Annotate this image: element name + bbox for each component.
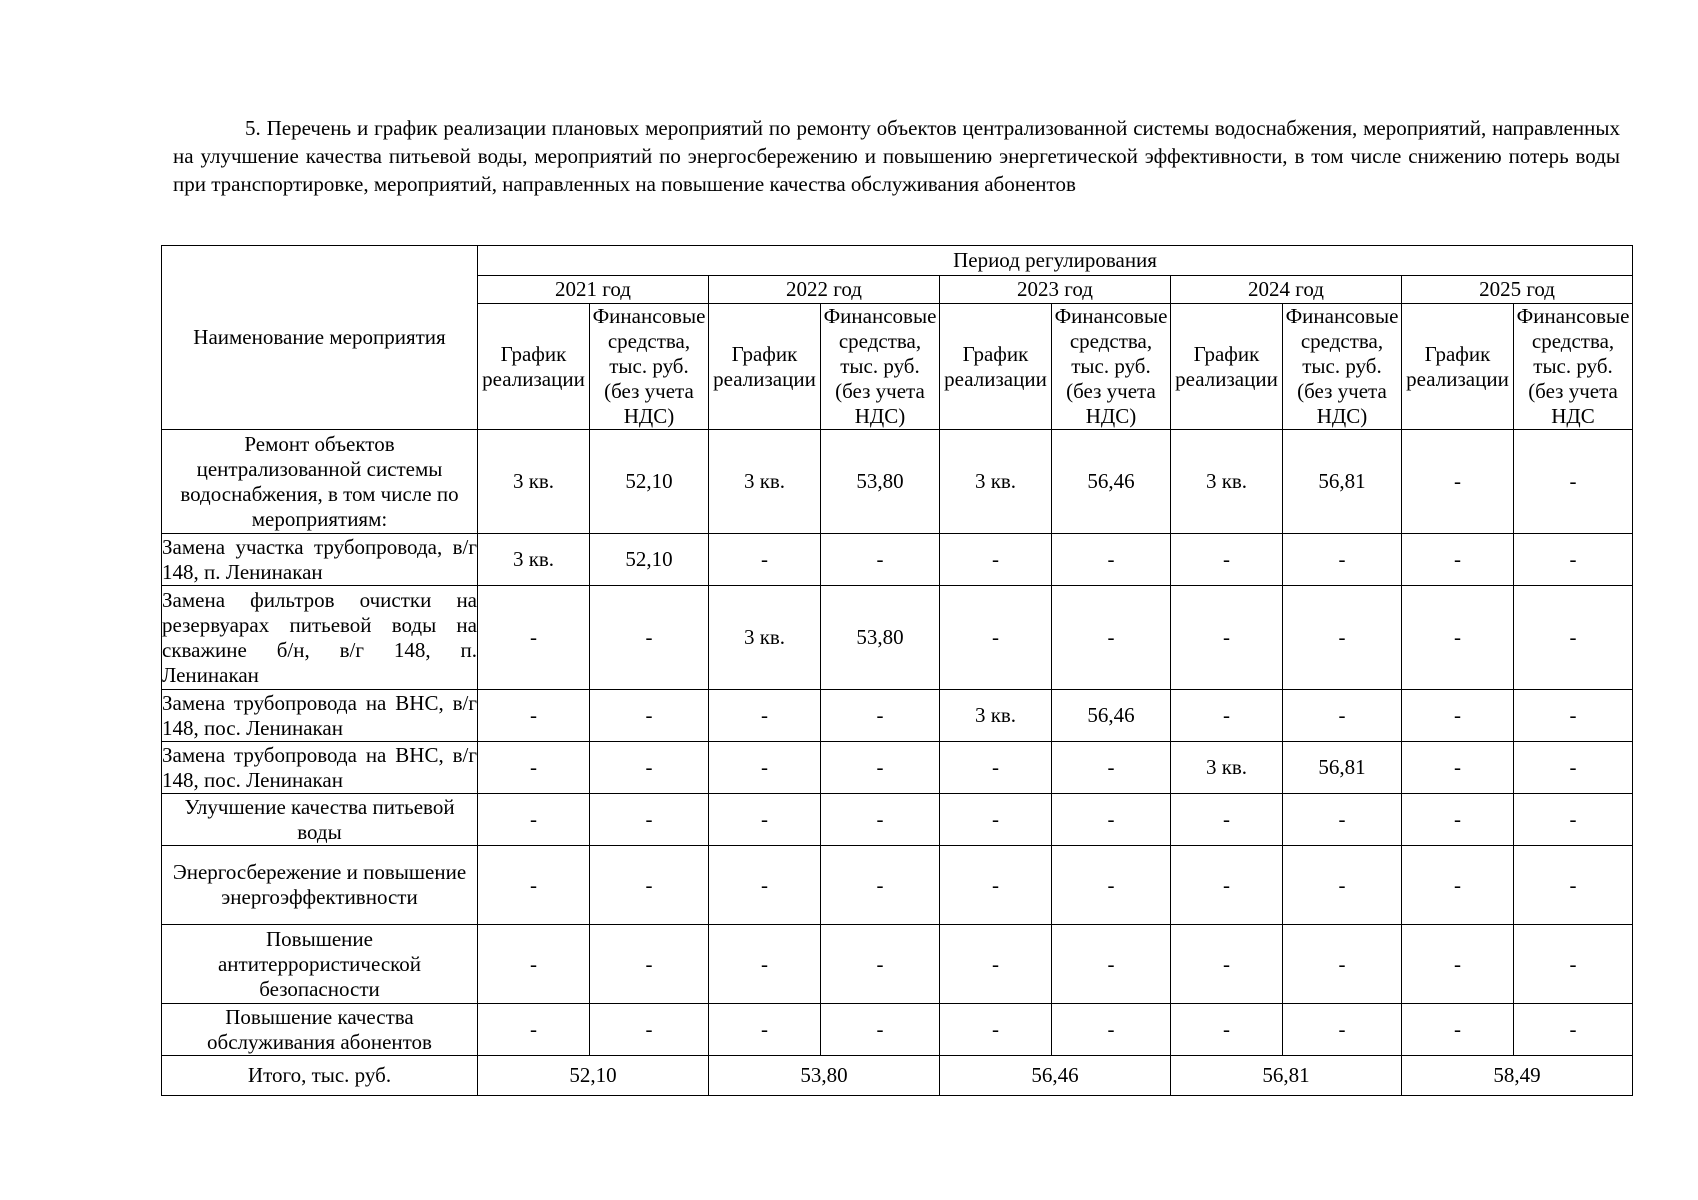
- table-cell: -: [1052, 742, 1171, 794]
- table-cell: -: [709, 742, 821, 794]
- table-cell: 56,81: [1283, 742, 1402, 794]
- measure-name: Повышение антитеррористической безопасности: [162, 925, 478, 1004]
- total-2024: 56,81: [1171, 1056, 1402, 1096]
- year-header-2021: 2021 год: [478, 276, 709, 304]
- total-row: [162, 1056, 1633, 1096]
- schedule-header: График реализации: [478, 304, 590, 430]
- table-cell: -: [1052, 794, 1171, 846]
- table-cell: -: [590, 586, 709, 690]
- document-heading: 5. Перечень и график реализации плановых мероприятий по ремонту объектов централизованной системы водоснабжения, мероприятий, направленных на улучшение качества питьевой воды, мероприятий по энергосбережению и повышению энергетической эффективности, в том числе снижению потерь воды при транспортировке, мероприятий, направленных на повышение качества обслуживания абонентов: [173, 116, 1620, 196]
- table-cell: -: [1402, 690, 1514, 742]
- table-cell: -: [1283, 586, 1402, 690]
- measure-name: Замена участка трубопровода, в/г 148, п. Ленинакан: [162, 534, 477, 584]
- finance-header: Финансовые средства, тыс. руб. (без учета НДС): [821, 304, 940, 430]
- total-label: Итого, тыс. руб.: [162, 1056, 478, 1096]
- measure-name: Повышение качества обслуживания абонентов: [162, 1004, 478, 1056]
- table-row: [162, 846, 1633, 925]
- table-cell: 53,80: [821, 430, 940, 534]
- table-cell: 3 кв.: [709, 430, 821, 534]
- table-cell: -: [1052, 586, 1171, 690]
- table-cell: -: [1052, 1004, 1171, 1056]
- schedule-header: График реализации: [940, 304, 1052, 430]
- table-cell: -: [709, 925, 821, 1004]
- table-cell: -: [478, 1004, 590, 1056]
- table-cell: -: [1514, 925, 1633, 1004]
- period-header: Период регулирования: [478, 246, 1633, 276]
- table-cell: -: [821, 690, 940, 742]
- measure-name: Ремонт объектов централизованной системы водоснабжения, в том числе по мероприятиям:: [162, 430, 478, 534]
- table-row: [162, 534, 1633, 586]
- finance-header: Финансовые средства, тыс. руб. (без учета НДС): [590, 304, 709, 430]
- table-cell: -: [1402, 925, 1514, 1004]
- table-row: [162, 586, 1633, 690]
- table-cell: -: [940, 586, 1052, 690]
- table-cell: -: [1514, 430, 1633, 534]
- table-cell: -: [940, 1004, 1052, 1056]
- table-cell: -: [590, 925, 709, 1004]
- table-cell: 56,46: [1052, 690, 1171, 742]
- table-row: [162, 742, 1633, 794]
- table-cell: -: [1171, 794, 1283, 846]
- table-cell: -: [478, 925, 590, 1004]
- measure-name: Энергосбережение и повышение энергоэффективности: [162, 846, 478, 925]
- table-cell: -: [821, 742, 940, 794]
- table-cell: -: [1514, 846, 1633, 925]
- table-cell: -: [709, 534, 821, 586]
- table-cell: -: [940, 925, 1052, 1004]
- total-2022: 53,80: [709, 1056, 940, 1096]
- measure-name: Замена трубопровода на ВНС, в/г 148, пос. Ленинакан: [162, 690, 477, 740]
- total-2021: 52,10: [478, 1056, 709, 1096]
- table-cell: 52,10: [590, 534, 709, 586]
- table-cell: -: [1514, 534, 1633, 586]
- year-header-2022: 2022 год: [709, 276, 940, 304]
- table-cell: -: [1283, 1004, 1402, 1056]
- table-cell: -: [1052, 534, 1171, 586]
- table-cell: -: [709, 1004, 821, 1056]
- table-cell: -: [1402, 742, 1514, 794]
- table-cell: -: [1052, 925, 1171, 1004]
- table-cell: -: [1402, 586, 1514, 690]
- table-cell: -: [940, 846, 1052, 925]
- table-cell: 3 кв.: [478, 534, 590, 586]
- table-cell: 56,46: [1052, 430, 1171, 534]
- table-cell: -: [1052, 846, 1171, 925]
- table-cell: 3 кв.: [1171, 430, 1283, 534]
- measure-name: Улучшение качества питьевой воды: [162, 794, 478, 846]
- table-cell: 3 кв.: [1171, 742, 1283, 794]
- table-cell: -: [821, 534, 940, 586]
- table-row: [162, 690, 1633, 742]
- table-cell: -: [940, 534, 1052, 586]
- table-row: [162, 925, 1633, 1004]
- table-cell: 3 кв.: [940, 430, 1052, 534]
- table-cell: -: [590, 846, 709, 925]
- table-cell: -: [478, 742, 590, 794]
- name-column-header: Наименование мероприятия: [162, 246, 478, 430]
- table-cell: 56,81: [1283, 430, 1402, 534]
- finance-header: Финансовые средства, тыс. руб. (без учета НДС): [1283, 304, 1402, 430]
- table-cell: -: [1171, 534, 1283, 586]
- table-cell: -: [1402, 430, 1514, 534]
- table-cell: -: [478, 690, 590, 742]
- year-header-2023: 2023 год: [940, 276, 1171, 304]
- table-cell: -: [590, 1004, 709, 1056]
- table-row: [162, 1004, 1633, 1056]
- table-cell: -: [709, 794, 821, 846]
- table-cell: -: [821, 794, 940, 846]
- table-cell: -: [1283, 846, 1402, 925]
- table-cell: -: [1171, 925, 1283, 1004]
- table-cell: -: [821, 1004, 940, 1056]
- year-header-2024: 2024 год: [1171, 276, 1402, 304]
- table-cell: -: [1283, 690, 1402, 742]
- table-cell: -: [1171, 690, 1283, 742]
- finance-header: Финансовые средства, тыс. руб. (без учета НДС): [1052, 304, 1171, 430]
- table-cell: 3 кв.: [478, 430, 590, 534]
- table-cell: 52,10: [590, 430, 709, 534]
- table-cell: -: [1402, 794, 1514, 846]
- table-cell: 3 кв.: [940, 690, 1052, 742]
- table-cell: -: [940, 742, 1052, 794]
- table-cell: -: [709, 690, 821, 742]
- table-cell: -: [1283, 534, 1402, 586]
- table-cell: -: [821, 846, 940, 925]
- table-cell: -: [1514, 586, 1633, 690]
- table-cell: -: [1402, 1004, 1514, 1056]
- table-cell: -: [940, 794, 1052, 846]
- table-cell: -: [1402, 534, 1514, 586]
- finance-header: Финансовые средства, тыс. руб. (без учета НДС: [1514, 304, 1633, 430]
- total-2023: 56,46: [940, 1056, 1171, 1096]
- table-cell: -: [478, 794, 590, 846]
- table-cell: -: [1514, 794, 1633, 846]
- table-cell: -: [821, 925, 940, 1004]
- table-cell: -: [1514, 742, 1633, 794]
- table-cell: -: [1283, 794, 1402, 846]
- table-cell: -: [478, 846, 590, 925]
- table-cell: -: [590, 742, 709, 794]
- table-cell: -: [1514, 690, 1633, 742]
- measures-table: [161, 245, 1633, 1096]
- table-cell: -: [1171, 586, 1283, 690]
- total-2025: 58,49: [1402, 1056, 1633, 1096]
- table-cell: 53,80: [821, 586, 940, 690]
- table-cell: -: [1171, 846, 1283, 925]
- schedule-header: График реализации: [709, 304, 821, 430]
- table-cell: -: [590, 794, 709, 846]
- schedule-header: График реализации: [1171, 304, 1283, 430]
- table-cell: 3 кв.: [709, 586, 821, 690]
- table-cell: -: [478, 586, 590, 690]
- schedule-header: График реализации: [1402, 304, 1514, 430]
- table-row: [162, 430, 1633, 534]
- table-cell: -: [1402, 846, 1514, 925]
- measure-name: Замена фильтров очистки на резервуарах питьевой воды на скважине б/н, в/г 148, п. Ленинакан: [162, 586, 478, 690]
- year-header-2025: 2025 год: [1402, 276, 1633, 304]
- table-cell: -: [590, 690, 709, 742]
- table-cell: -: [1514, 1004, 1633, 1056]
- table-cell: -: [1283, 925, 1402, 1004]
- table-cell: -: [1171, 1004, 1283, 1056]
- table-cell: -: [709, 846, 821, 925]
- measure-name: Замена трубопровода на ВНС, в/г 148, пос. Ленинакан: [162, 742, 477, 792]
- table-row: [162, 794, 1633, 846]
